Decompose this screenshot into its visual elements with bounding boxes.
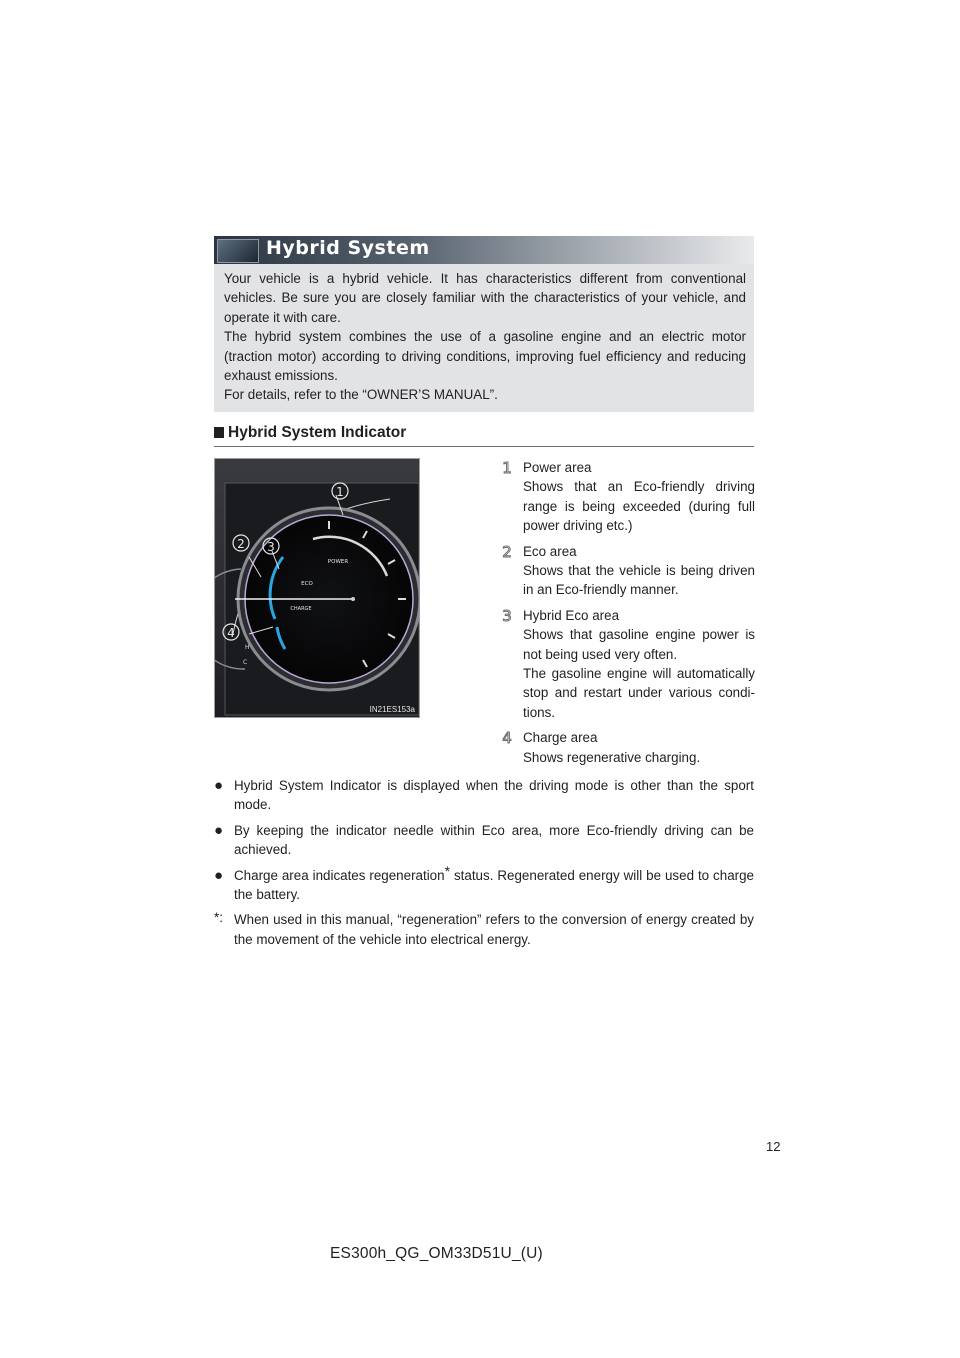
gauge-label-charge: CHARGE: [290, 606, 312, 612]
legend-number: 3: [502, 606, 512, 625]
legend-description: Shows that the vehicle is being driven in an Eco-friendly manner.: [523, 563, 755, 598]
legend-title: Power area: [523, 460, 592, 475]
svg-text:3: 3: [267, 540, 275, 554]
intro-box: [214, 264, 754, 412]
legend-title: Eco area: [523, 543, 577, 559]
page-title: Hybrid System: [266, 237, 430, 259]
legend-title: Hybrid Eco area: [523, 607, 620, 623]
intro-paragraph: The hybrid system combines the use of a gasoline engine and an electric motor (traction motor) according to driving conditions, improving fuel efficiency and reducing exhaust emissions.: [224, 329, 746, 384]
legend-list: [500, 458, 755, 773]
gauge-illustration: [215, 459, 419, 717]
legend-item: [500, 458, 755, 536]
legend-item: [500, 542, 755, 600]
bullet-item: ● Charge area indicates regeneration* status. Regenerated energy will be used to charge the battery.: [214, 862, 754, 903]
section-heading: [214, 424, 754, 447]
legend-description: Shows that gasoline engine power is not being used very often.: [523, 627, 755, 662]
legend-number: 2: [502, 542, 512, 561]
footnote-text: When used in this manual, “regeneration” refers to the conversion of energy created by the movement of the vehicle into electrical energy.: [234, 912, 754, 947]
intro-paragraph: For details, refer to the “OWNER’S MANUAL”.: [224, 387, 498, 403]
bullet-item: ● Hybrid System Indicator is displayed when the driving mode is other than the sport mode.: [214, 777, 754, 813]
svg-text:4: 4: [227, 626, 235, 640]
bullet-dot-icon: ●: [214, 821, 224, 839]
gauge-label-power: POWER: [327, 559, 349, 565]
document-code: ES300h_QG_OM33D51U_(U): [330, 1245, 543, 1262]
legend-title: Charge area: [523, 730, 598, 746]
figure-id: IN21ES153a: [369, 705, 415, 714]
bullet-dot-icon: ●: [214, 777, 224, 794]
intro-paragraph: Your vehicle is a hybrid vehicle. It has characteristics different from conventional vehicles. Be sure you are closely familiar with the characteristics of your vehicle, and operate it with care.: [224, 271, 746, 325]
legend-number: 4: [502, 729, 512, 748]
gauge-label-c: C: [243, 659, 248, 666]
legend-item: [500, 728, 755, 767]
header-emblem-icon: [217, 239, 259, 263]
hybrid-indicator-figure: [214, 458, 420, 718]
legend-description: Shows regenerative charging.: [523, 749, 701, 765]
svg-text:1: 1: [336, 485, 344, 499]
page-number: 12: [766, 1139, 781, 1154]
bullet-dot-icon: ●: [214, 866, 224, 884]
asterisk-mark: *: [444, 862, 451, 879]
legend-number: 1: [502, 459, 512, 477]
footnote: [214, 910, 754, 949]
section-header-bar: [214, 236, 754, 264]
footnote-mark: *:: [214, 910, 223, 926]
svg-text:2: 2: [237, 537, 245, 551]
section-heading-text: Hybrid System Indicator: [228, 424, 407, 441]
gauge-label-h: H: [245, 644, 250, 651]
legend-description: Shows that an Eco-friendly driving range is being exceeded (during full power driving etc.): [523, 479, 755, 534]
bullet-list: [214, 776, 754, 949]
square-bullet-icon: [214, 427, 224, 438]
gauge-label-eco: ECO: [301, 581, 313, 587]
legend-description: The gasoline engine will automatically stop and restart under various condi-tions.: [523, 666, 755, 720]
bullet-item: ● By keeping the indicator needle within Eco area, more Eco-friendly driving can be achieved.: [214, 821, 754, 858]
legend-item: [500, 606, 755, 722]
